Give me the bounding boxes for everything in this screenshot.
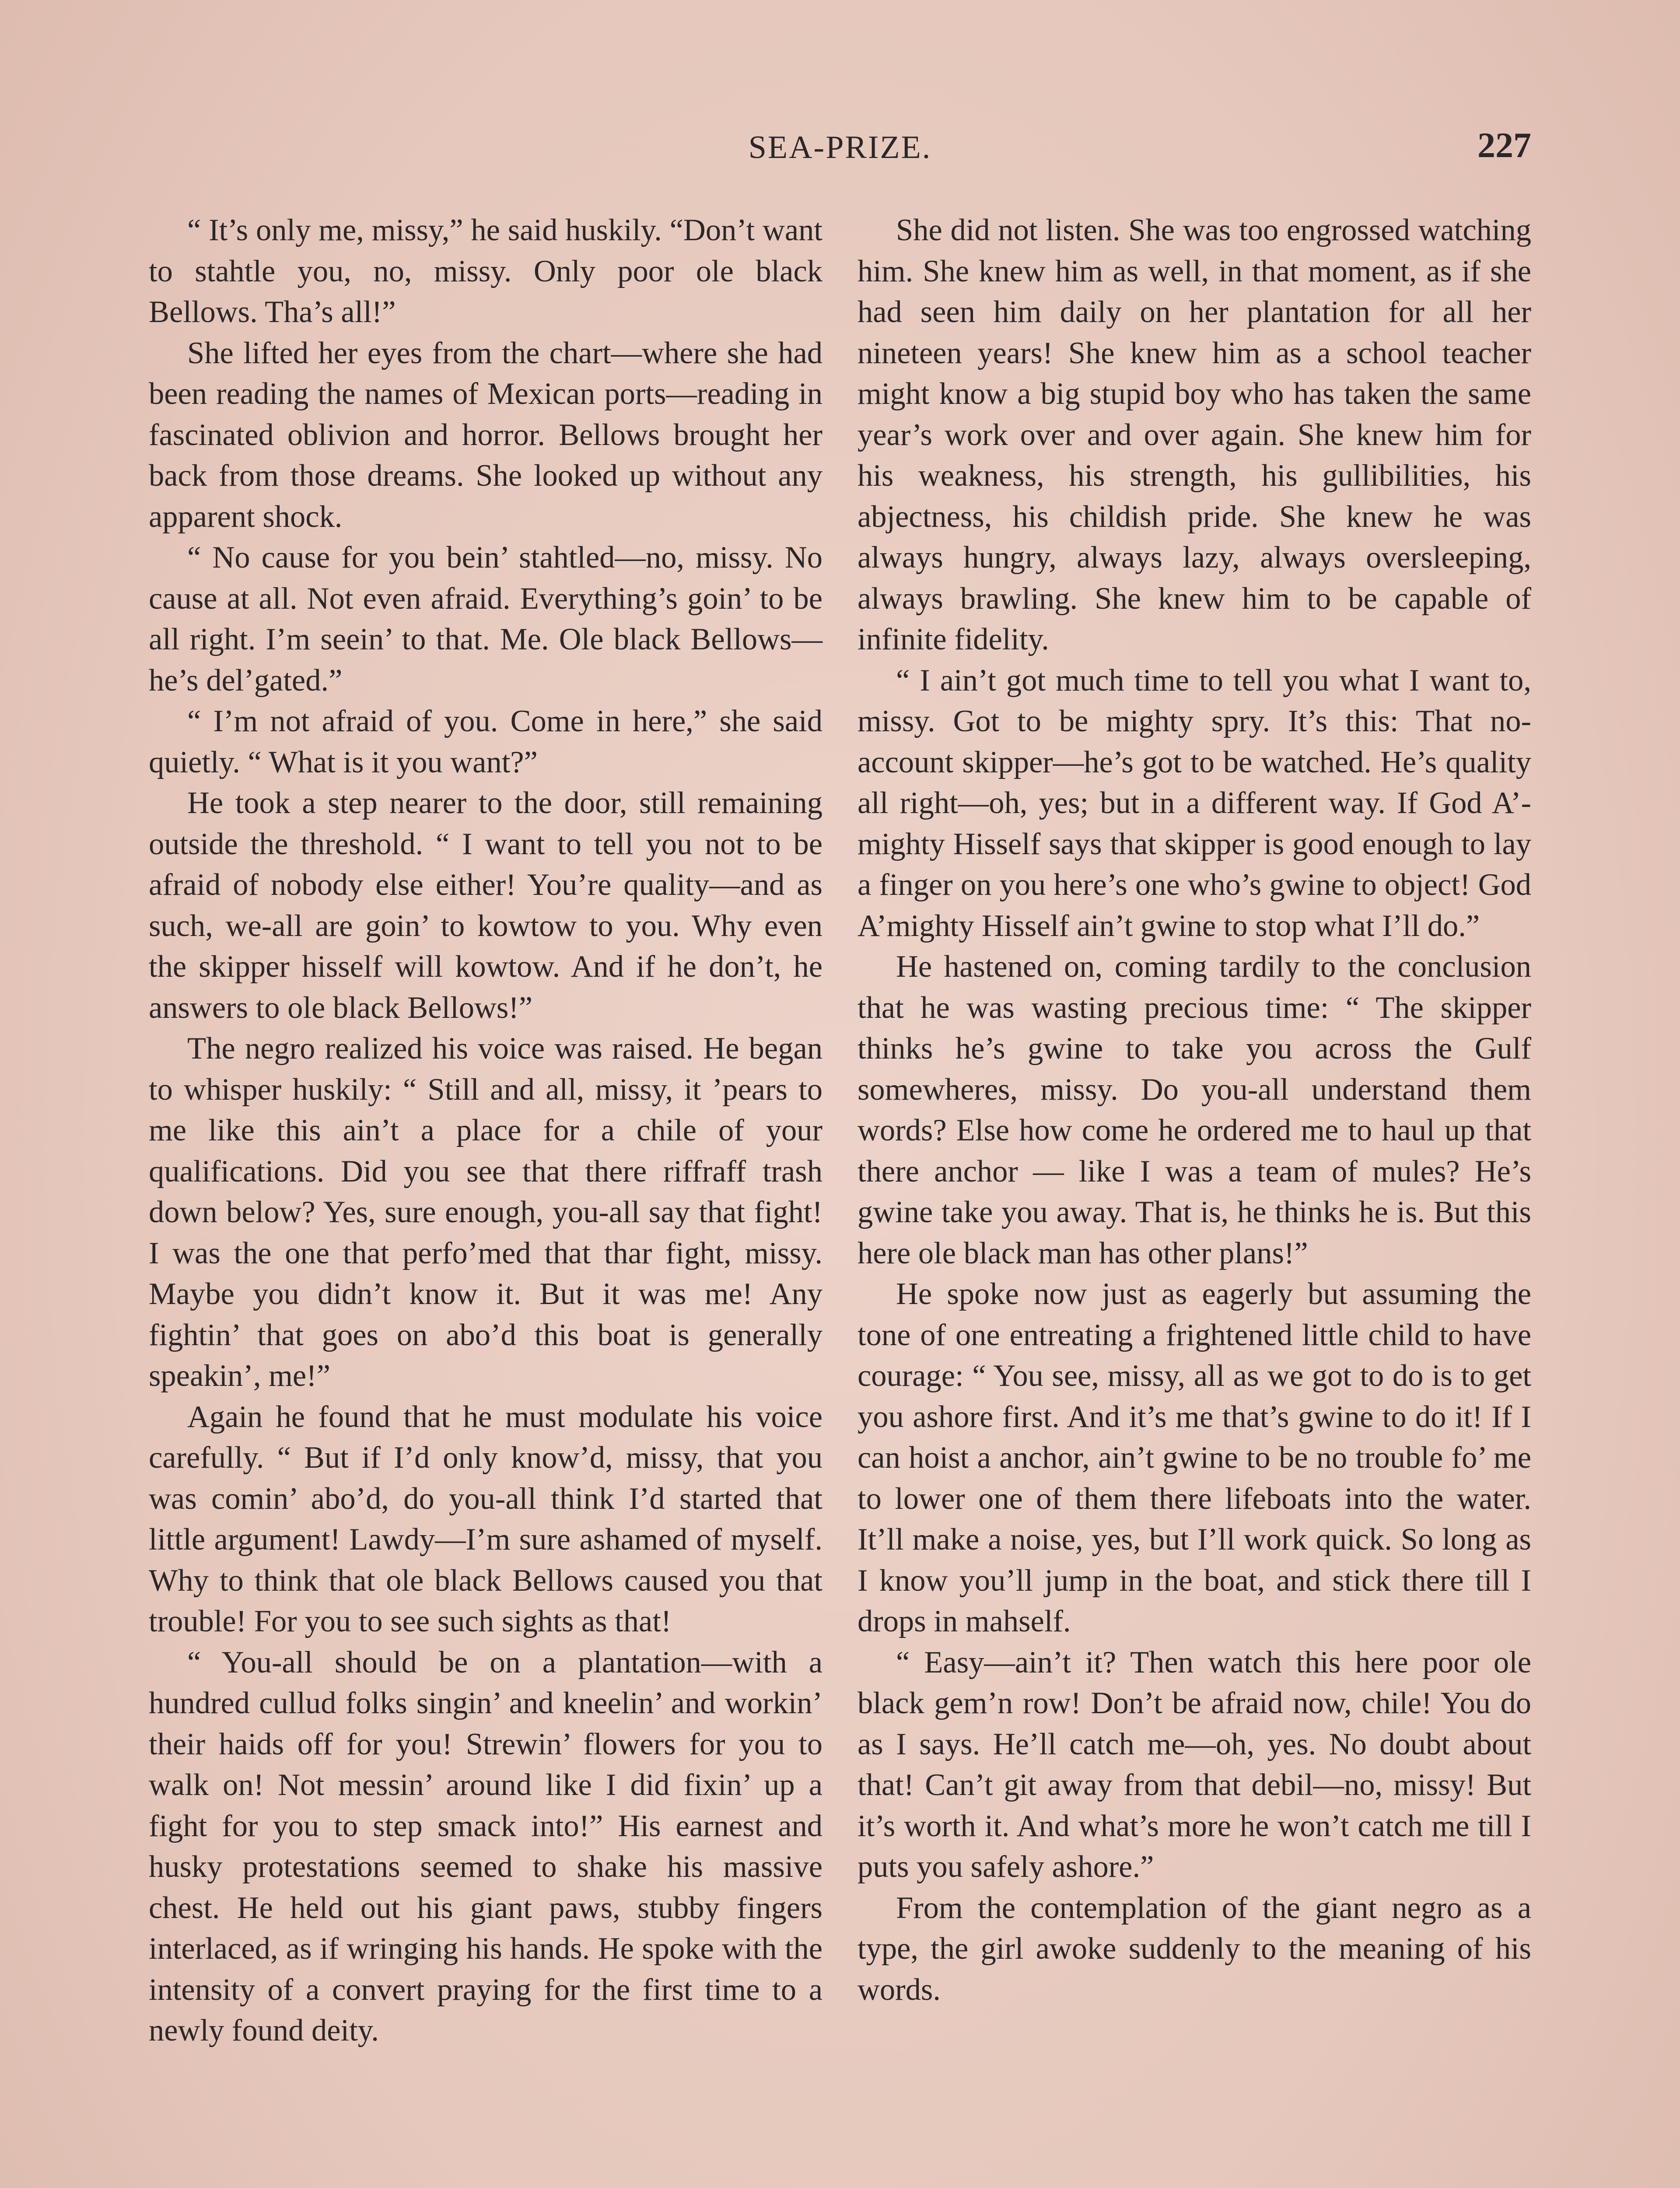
- page-header: [149, 125, 1531, 177]
- page-number: 227: [1477, 125, 1531, 165]
- paragraph: The negro realized his voice was raised. He began to whisper huskily: “ Still and all, missy, it ’pears to me like this ain’t a place for a chile of your qualifications. Did you see that there riffraff trash down below? Yes, sure enough, you-all say that fight! I was the one that perfo’med that thar fight, missy. Maybe you didn’t know it. But it was me! Any fightin’ that goes on abo’d this boat is generally speakin’, me!”: [149, 1031, 822, 1393]
- paragraph: “ Easy—ain’t it? Then watch this here poor ole black gem’n row! Don’t be afraid now, chile! You do as I says. He’ll catch me—oh, yes. No doubt about that! Can’t git away from that debil—no, missy! But it’s worth it. And what’s more he won’t catch me till I puts you safely ashore.”: [858, 1645, 1531, 1884]
- running-title: SEA-PRIZE.: [748, 130, 932, 165]
- paragraph: He hastened on, coming tardily to the conclusion that he was wasting precious time: “ The skipper thinks he’s gwine to take you across the Gulf somewheres, missy. Do you-all understand them words? Else how come he ordered me to haul up that there anchor — like I was a team of mules? He’s gwine take you away. That is, he thinks he is. But this here ole black man has other plans!”: [858, 950, 1531, 1270]
- paragraph: Again he found that he must modulate his voice carefully. “ But if I’d only know’d, missy, that you was comin’ abo’d, do you-all think I’d started that little argument! Lawdy—I’m sure ashamed of myself. Why to think that ole black Bellows caused you that trouble! For you to see such sights as that!: [149, 1399, 822, 1638]
- paragraph: She lifted her eyes from the chart—where she had been reading the names of Mexican ports—reading in fascinated oblivion and horror. Bellows brought her back from those dreams. She looked up without any apparent shock.: [149, 336, 822, 534]
- paragraph: “ I ain’t got much time to tell you what I want to, missy. Got to be mighty spry. It’s this: That no-account skipper—he’s got to be watched. He’s quality all right—oh, yes; but in a different way. If God A’mighty Hisself says that skipper is good enough to lay a finger on you here’s one who’s gwine to object! God A’mighty Hisself ain’t gwine to stop what I’ll do.”: [858, 663, 1531, 943]
- paragraph: “ I’m not afraid of you. Come in here,” she said quietly. “ What is it you want?”: [149, 704, 822, 779]
- paragraph: “ You-all should be on a plantation—with a hundred cullud folks singin’ and kneelin’ and workin’ their haids off for you! Strewin’ flowers for you to walk on! Not messin’ around like I did fixin’ up a fight for you to step smack into!” His earnest and husky protestations seemed to shake his massive chest. He held out his giant paws, stubby fingers interlaced, as if wringing his hands. He spoke with the intensity of a convert praying for the first time to a newly found deity.: [149, 1645, 822, 2048]
- left-text-column: [149, 210, 822, 2051]
- paragraph: “ No cause for you bein’ stahtled—no, missy. No cause at all. Not even afraid. Everything’s goin’ to be all right. I’m seein’ to that. Me. Ole black Bellows—he’s del’gated.”: [149, 540, 822, 698]
- paragraph: He took a step nearer to the door, still remaining outside the threshold. “ I want to tell you not to be afraid of nobody else either! You’re quality—and as such, we-all are goin’ to kowtow to you. Why even the skipper hisself will kowtow. And if he don’t, he answers to ole black Bellows!”: [149, 786, 822, 1025]
- paragraph: He spoke now just as eagerly but assuming the tone of one entreating a frightened little child to have courage: “ You see, missy, all as we got to do is to get you ashore first. And it’s me that’s gwine to do it! If I can hoist a anchor, ain’t gwine to be no trouble fo’ me to lower one of them there lifeboats into the water. It’ll make a noise, yes, but I’ll work quick. So long as I know you’ll jump in the boat, and stick there till I drops in mahself.: [858, 1277, 1531, 1638]
- paragraph: “ It’s only me, missy,” he said huskily. “Don’t want to stahtle you, no, missy. Only poor ole black Bellows. Tha’s all!”: [149, 213, 822, 329]
- paragraph: She did not listen. She was too engrossed watching him. She knew him as well, in that moment, as if she had seen him daily on her plantation for all her nineteen years! She knew him as a school teacher might know a big stupid boy who has taken the same year’s work over and over again. She knew him for his weakness, his strength, his gullibilities, his abjectness, his childish pride. She knew he was always hungry, always lazy, always oversleeping, always brawling. She knew him to be capable of infinite fidelity.: [858, 213, 1531, 656]
- right-text-column: [858, 210, 1531, 2010]
- paragraph: From the contemplation of the giant negro as a type, the girl awoke suddenly to the meaning of his words.: [858, 1890, 1531, 2007]
